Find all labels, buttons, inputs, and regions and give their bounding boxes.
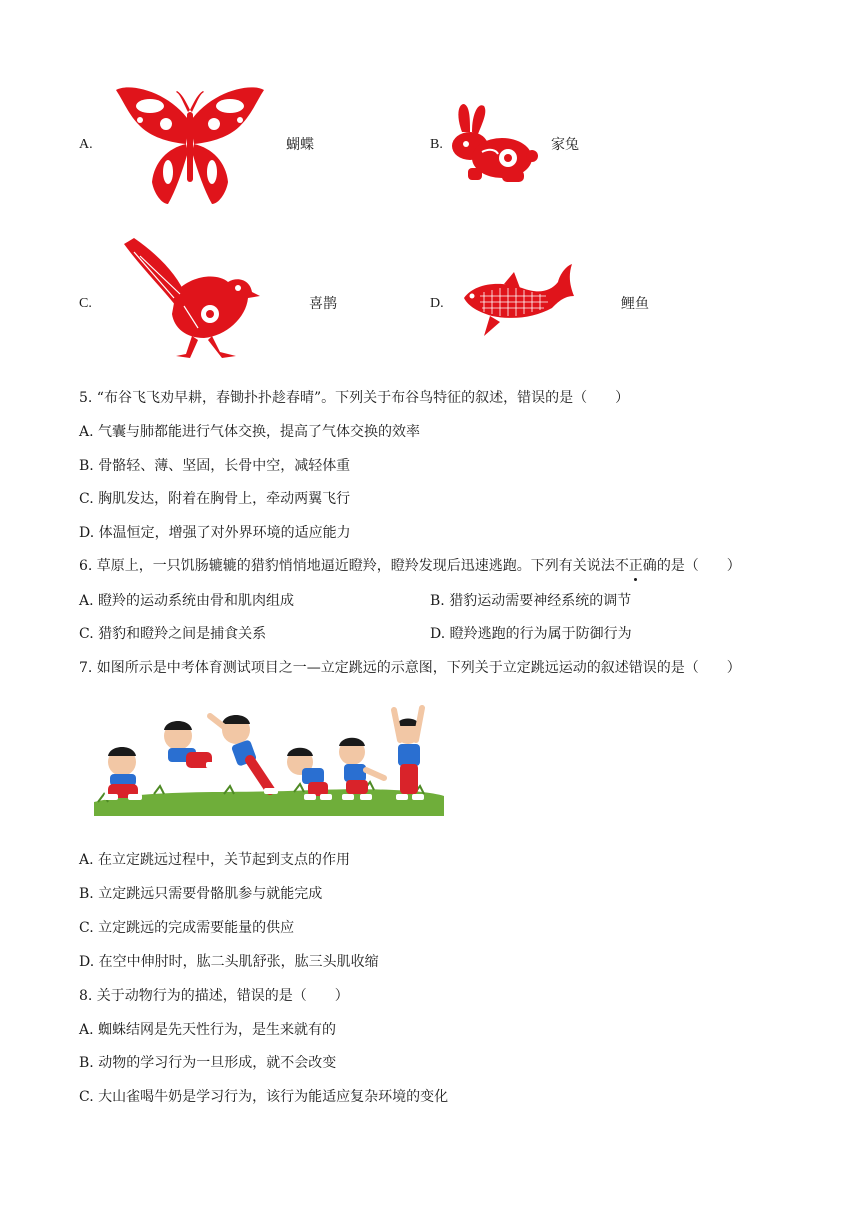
rabbit-papercut-image [446,102,538,186]
carp-papercut-image [460,262,576,340]
q5-option-c: C. 胸肌发达，附着在胸骨上，牵动两翼飞行 [79,491,351,507]
q7-option-a: A. 在立定跳远过程中，关节起到支点的作用 [79,852,351,868]
q6-stem [79,556,741,576]
q7-option-b: B. 立定跳远只需要骨骼肌参与就能完成 [79,886,323,902]
option-d-caption: 鲤鱼 [621,296,649,312]
butterfly-papercut-image [110,82,270,210]
q5-option-b: B. 骨骼轻、薄、坚固，长骨中空，减轻体重 [79,458,351,474]
option-a-letter: A. [79,137,93,152]
q8-stem: 8. 关于动物行为的描述，错误的是（ ） [79,988,349,1004]
q6-option-a: A. 瞪羚的运动系统由骨和肌肉组成 [79,593,295,609]
option-c-letter: C. [79,296,92,311]
q8-option-c: C. 大山雀喝牛奶是学习行为，该行为能适应复杂环境的变化 [79,1089,449,1105]
q5-option-a: A. 气囊与肺都能进行气体交换，提高了气体交换的效率 [79,424,421,440]
q7-stem: 7. 如图所示是中考体育测试项目之一—立定跳远的示意图，下列关于立定跳远运动的叙述错误的是（ ） [79,660,741,676]
q8-option-b: B. 动物的学习行为一旦形成，就不会改变 [79,1055,337,1071]
q6-stem-emphasis: 不正确 [614,558,657,574]
magpie-papercut-image [120,236,260,360]
q6-option-d: D. 瞪羚逃跑的行为属于防御行为 [430,626,632,642]
q6-option-c: C. 猎豹和瞪羚之间是捕食关系 [79,626,267,642]
option-d-letter: D. [430,296,444,311]
standing-long-jump-figure [94,690,444,830]
q8-option-a: A. 蜘蛛结网是先天性行为，是生来就有的 [79,1022,337,1038]
q7-option-d: D. 在空中伸肘时，肱二头肌舒张，肱三头肌收缩 [79,954,379,970]
option-b-caption: 家兔 [551,137,579,153]
option-a-caption: 蝴蝶 [286,137,314,153]
q5-stem: 5. “布谷飞飞劝早耕，春锄扑扑趁春晴”。下列关于布谷鸟特征的叙述，错误的是（ ） [79,390,630,406]
q5-option-d: D. 体温恒定，增强了对外界环境的适应能力 [79,525,351,541]
option-b-letter: B. [430,137,443,152]
q7-option-c: C. 立定跳远的完成需要能量的供应 [79,920,295,936]
q6-stem-after: 的是（ ） [656,558,741,574]
q6-stem-before: 6. 草原上，一只饥肠辘辘的猎豹悄悄地逼近瞪羚，瞪羚发现后迅速逃跑。下列有关说法 [79,558,615,574]
option-c-caption: 喜鹊 [309,296,337,312]
q6-option-b: B. 猎豹运动需要神经系统的调节 [430,593,632,609]
